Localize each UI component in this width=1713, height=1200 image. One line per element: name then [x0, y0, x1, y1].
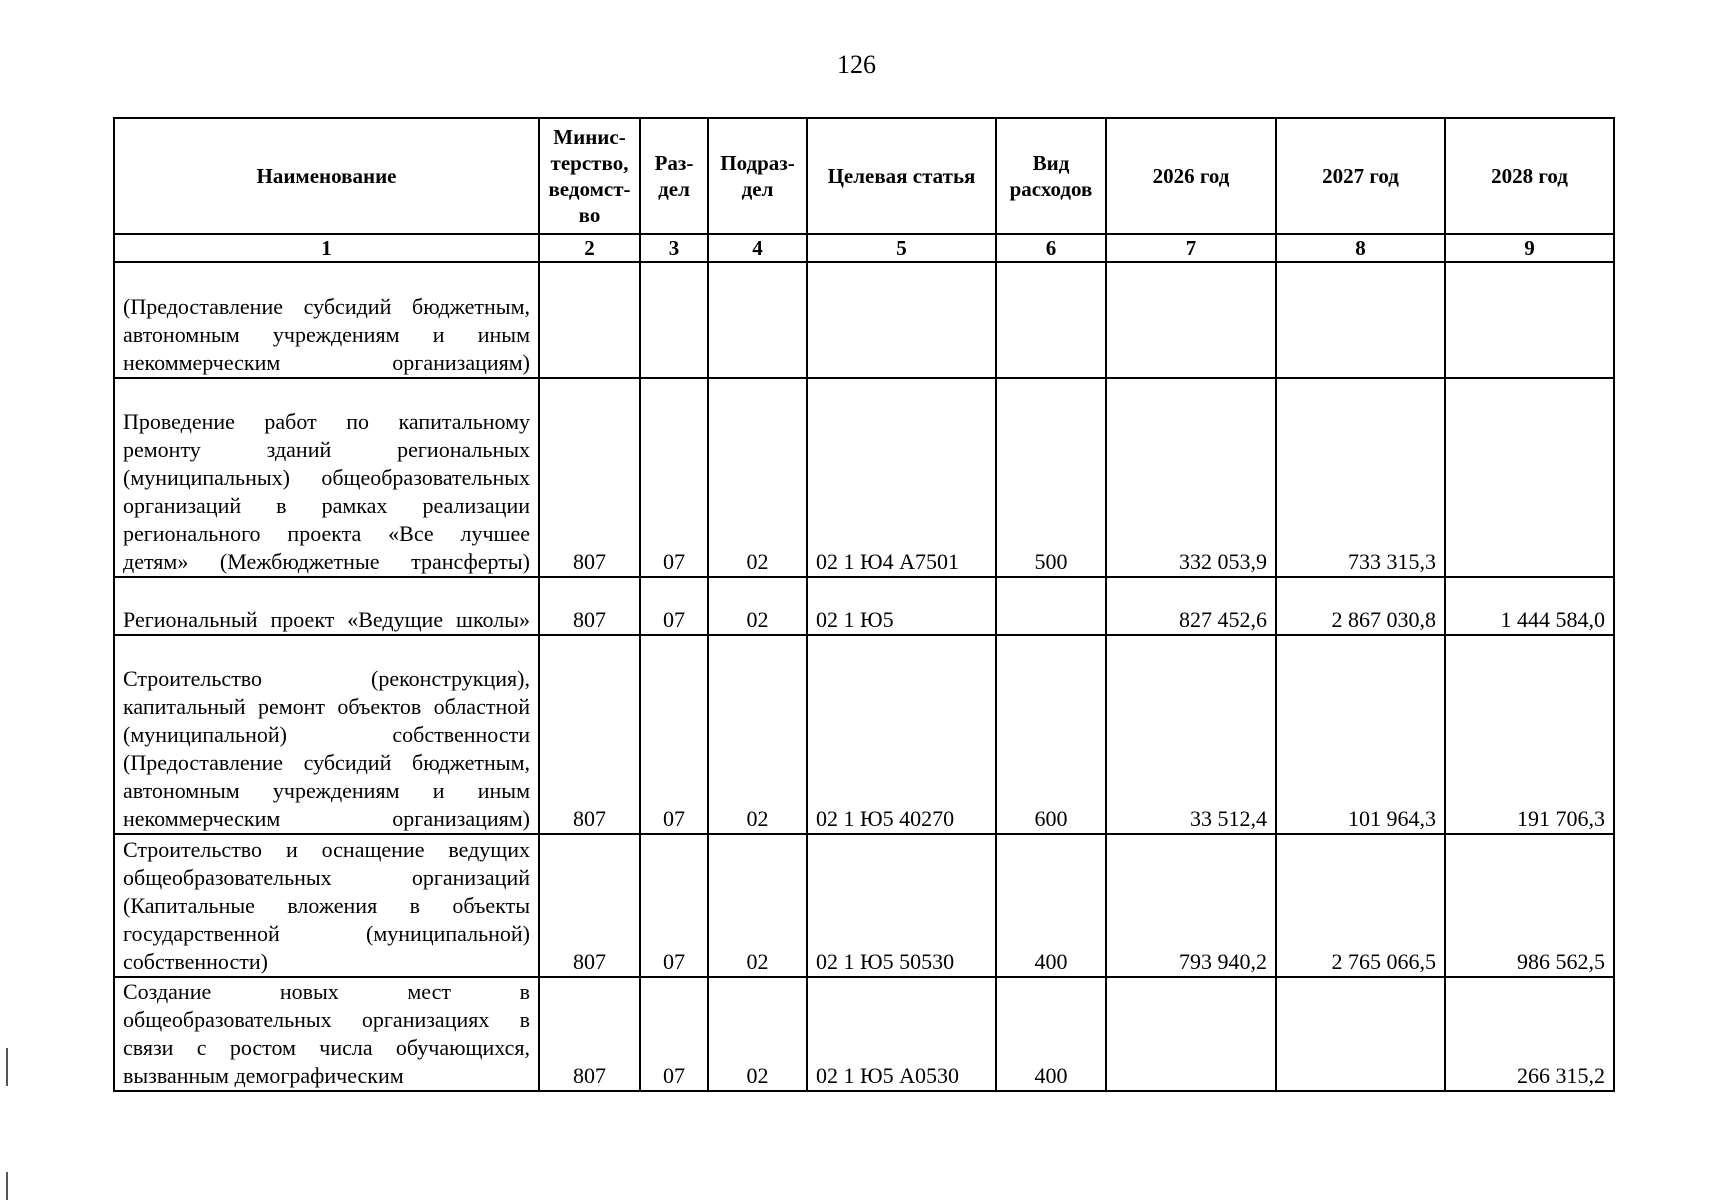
table-row: [114, 262, 1614, 378]
row-subsection: 02: [708, 378, 807, 577]
row-2028: 191 706,3: [1445, 635, 1614, 834]
row-name: Проведение работ по капитальному ремонту зданий региональных (муниципальных) общеобразовательных организаций в рамках реализации регионального проекта «Все лучшее детям» (Межбюджетные трансферты): [114, 378, 539, 577]
column-number: 4: [708, 234, 807, 262]
row-2026: 827 452,6: [1106, 577, 1276, 635]
row-2027: 2 867 030,8: [1276, 577, 1445, 635]
header-2027: 2027 год: [1276, 118, 1445, 234]
row-2026: 33 512,4: [1106, 635, 1276, 834]
row-2028: 1 444 584,0: [1445, 577, 1614, 635]
row-2028: [1445, 378, 1614, 577]
row-2028: 986 562,5: [1445, 834, 1614, 977]
column-number: 9: [1445, 234, 1614, 262]
page-number: 126: [837, 50, 876, 79]
row-name: (Предоставление субсидий бюджетным, автономным учреждениям и иным некоммерческим организациям): [114, 262, 539, 378]
row-expense-type: 500: [996, 378, 1106, 577]
scan-margin-mark: [6, 1172, 8, 1200]
column-number: 3: [640, 234, 708, 262]
row-ministry: 807: [539, 635, 640, 834]
row-subsection: 02: [708, 977, 807, 1091]
row-2028: 266 315,2: [1445, 977, 1614, 1091]
row-expense-type: 600: [996, 635, 1106, 834]
row-target: 02 1 Ю5 40270: [807, 635, 996, 834]
table-row: [114, 577, 1614, 635]
row-2027: 101 964,3: [1276, 635, 1445, 834]
budget-table: [113, 117, 1615, 1092]
row-ministry: [539, 262, 640, 378]
row-target: [807, 262, 996, 378]
table-row: [114, 834, 1614, 977]
table-row: [114, 977, 1614, 1091]
row-target: 02 1 Ю5 50530: [807, 834, 996, 977]
row-expense-type: 400: [996, 977, 1106, 1091]
row-expense-type: [996, 262, 1106, 378]
row-2026: 793 940,2: [1106, 834, 1276, 977]
row-2027: 733 315,3: [1276, 378, 1445, 577]
header-subsection: Подраз-дел: [708, 118, 807, 234]
row-expense-type: [996, 577, 1106, 635]
table-row: [114, 378, 1614, 577]
row-target: 02 1 Ю5 А0530: [807, 977, 996, 1091]
header-section: Раз-дел: [640, 118, 708, 234]
header-name: Наименование: [114, 118, 539, 234]
row-2027: [1276, 262, 1445, 378]
column-number: 2: [539, 234, 640, 262]
row-section: 07: [640, 635, 708, 834]
row-section: 07: [640, 977, 708, 1091]
column-number-row: [114, 234, 1614, 262]
row-section: [640, 262, 708, 378]
row-section: 07: [640, 577, 708, 635]
table-row: [114, 635, 1614, 834]
header-ministry: Минис-терство, ведомст-во: [539, 118, 640, 234]
row-2028: [1445, 262, 1614, 378]
row-ministry: 807: [539, 834, 640, 977]
column-number: 7: [1106, 234, 1276, 262]
row-subsection: 02: [708, 577, 807, 635]
row-ministry: 807: [539, 977, 640, 1091]
column-number: 1: [114, 234, 539, 262]
row-subsection: 02: [708, 834, 807, 977]
row-ministry: 807: [539, 577, 640, 635]
header-2026: 2026 год: [1106, 118, 1276, 234]
row-2026: [1106, 262, 1276, 378]
table-header-row: [114, 118, 1614, 234]
row-target: 02 1 Ю5: [807, 577, 996, 635]
row-section: 07: [640, 378, 708, 577]
row-2026: 332 053,9: [1106, 378, 1276, 577]
row-name: Создание новых мест в общеобразовательных организациях в связи с ростом числа обучающихся, вызванным демографическим: [114, 977, 539, 1091]
column-number: 6: [996, 234, 1106, 262]
row-name: Региональный проект «Ведущие школы»: [114, 577, 539, 635]
row-target: 02 1 Ю4 А7501: [807, 378, 996, 577]
column-number: 5: [807, 234, 996, 262]
row-subsection: 02: [708, 635, 807, 834]
row-section: 07: [640, 834, 708, 977]
header-2028: 2028 год: [1445, 118, 1614, 234]
header-target: Целевая статья: [807, 118, 996, 234]
scan-margin-mark: [6, 1048, 8, 1086]
row-2027: [1276, 977, 1445, 1091]
row-name: Строительство и оснащение ведущих общеобразовательных организаций (Капитальные вложения в объекты государственной (муниципальной) собственности): [114, 834, 539, 977]
row-2027: 2 765 066,5: [1276, 834, 1445, 977]
row-ministry: 807: [539, 378, 640, 577]
column-number: 8: [1276, 234, 1445, 262]
row-name: Строительство (реконструкция), капитальный ремонт объектов областной (муниципальной) собственности (Предоставление субсидий бюджетным, автономным учреждениям и иным некоммерческим организациям): [114, 635, 539, 834]
header-expense-type: Вид расходов: [996, 118, 1106, 234]
row-expense-type: 400: [996, 834, 1106, 977]
row-2026: [1106, 977, 1276, 1091]
row-subsection: [708, 262, 807, 378]
